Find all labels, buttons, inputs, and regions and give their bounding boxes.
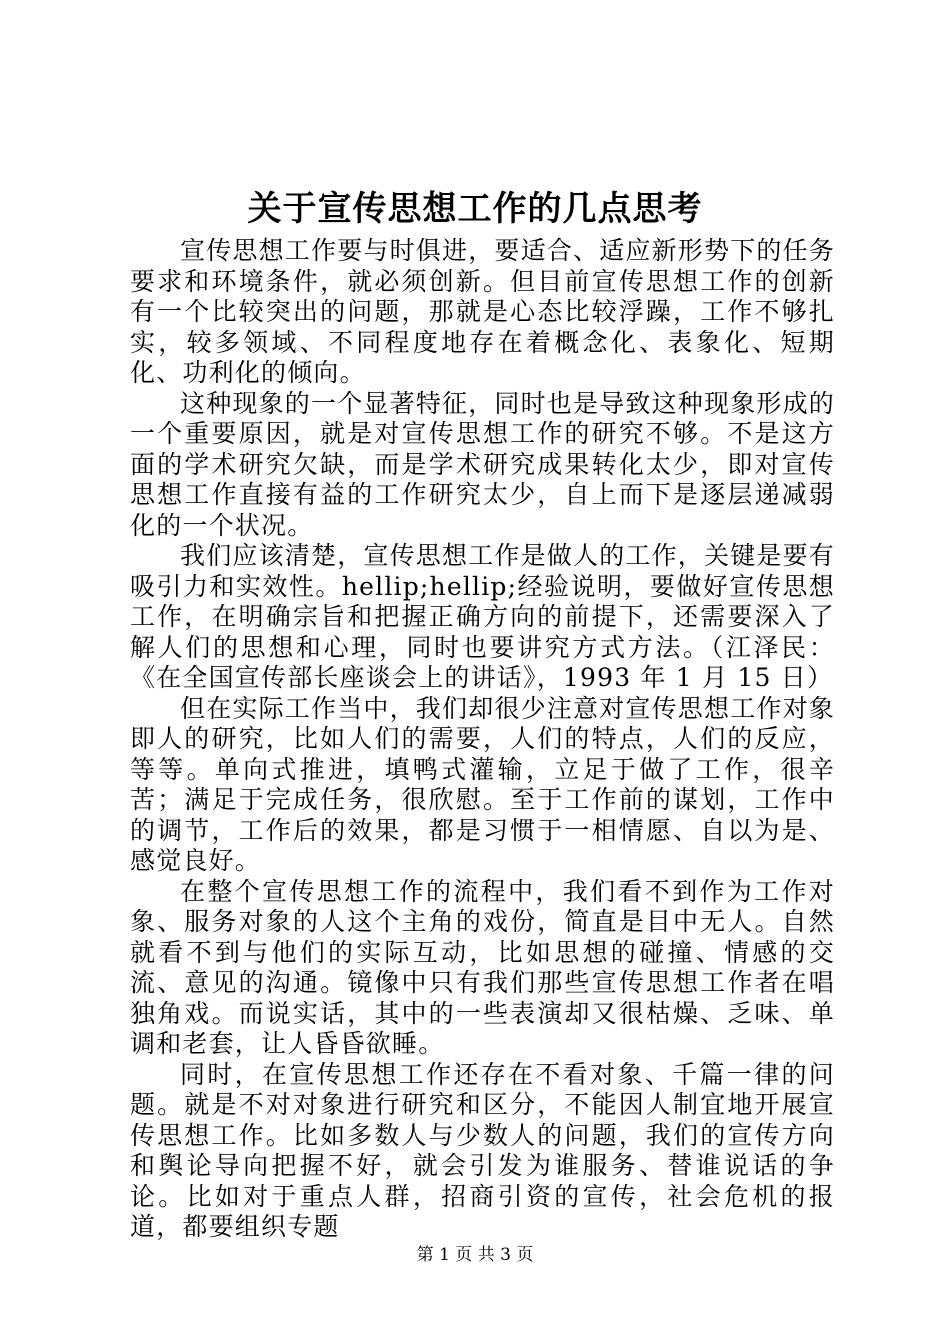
page-footer: 第 1 页 共 3 页 — [416, 1245, 534, 1265]
paragraph: 这种现象的一个显著特征，同时也是导致这种现象形成的一个重要原因，就是对宣传思想工作的研究不够。不是这方面的学术研究欠缺，而是学术研究成果转化太少，即对宣传思想工作直接有益的工作研究太少，自上而下是逐层递减弱化的一个状况。 — [130, 388, 836, 540]
document-title: 关于宣传思想工作的几点思考 — [247, 189, 703, 229]
paragraph: 在整个宣传思想工作的流程中，我们看不到作为工作对象、服务对象的人这个主角的戏份，简直是目中无人。自然就看不到与他们的实际互动，比如思想的碰撞、情感的交流、意见的沟通。镜像中只有我们那些宣传思想工作者在唱独角戏。而说实话，其中的一些表演却又很枯燥、乏味、单调和老套，让人昏昏欲睡。 — [130, 876, 835, 1058]
document-body — [130, 236, 835, 1243]
paragraph: 同时，在宣传思想工作还存在不看对象、千篇一律的问题。就是不对对象进行研究和区分，不能因人制宜地开展宣传思想工作。比如多数人与少数人的问题，我们的宣传方向和舆论导向把握不好，就会引发为谁服务、替谁说话的争论。比如对于重点人群，招商引资的宣传，社会危机的报道，都要组织专题 — [130, 1059, 835, 1241]
paragraph: 宣传思想工作要与时俱进，要适合、适应新形势下的任务要求和环境条件，就必须创新。但目前宣传思想工作的创新有一个比较突出的问题，那就是心态比较浮躁，工作不够扎实，较多领域、不同程度地存在着概念化、表象化、短期化、功利化的倾向。 — [130, 236, 836, 387]
paragraph: 但在实际工作当中，我们却很少注意对宣传思想工作对象即人的研究，比如人们的需要，人们的特点，人们的反应，等等。单向式推进，填鸭式灌输，立足于做了工作，很辛苦；满足于完成任务，很欣慰。至于工作前的谋划，工作中的调节，工作后的效果，都是习惯于一相情愿、自以为是、感觉良好。 — [130, 693, 836, 875]
paragraph: 我们应该清楚，宣传思想工作是做人的工作，关键是要有吸引力和实效性。hellip;hellip;经验说明，要做好宣传思想工作，在明确宗旨和把握正确方向的前提下，还需要深入了解人们的思想和心理，同时也要讲究方式方法。（江泽民：《在全国宣传部长座谈会上的讲话》，1993 年 1 月 15 日） — [130, 541, 836, 692]
